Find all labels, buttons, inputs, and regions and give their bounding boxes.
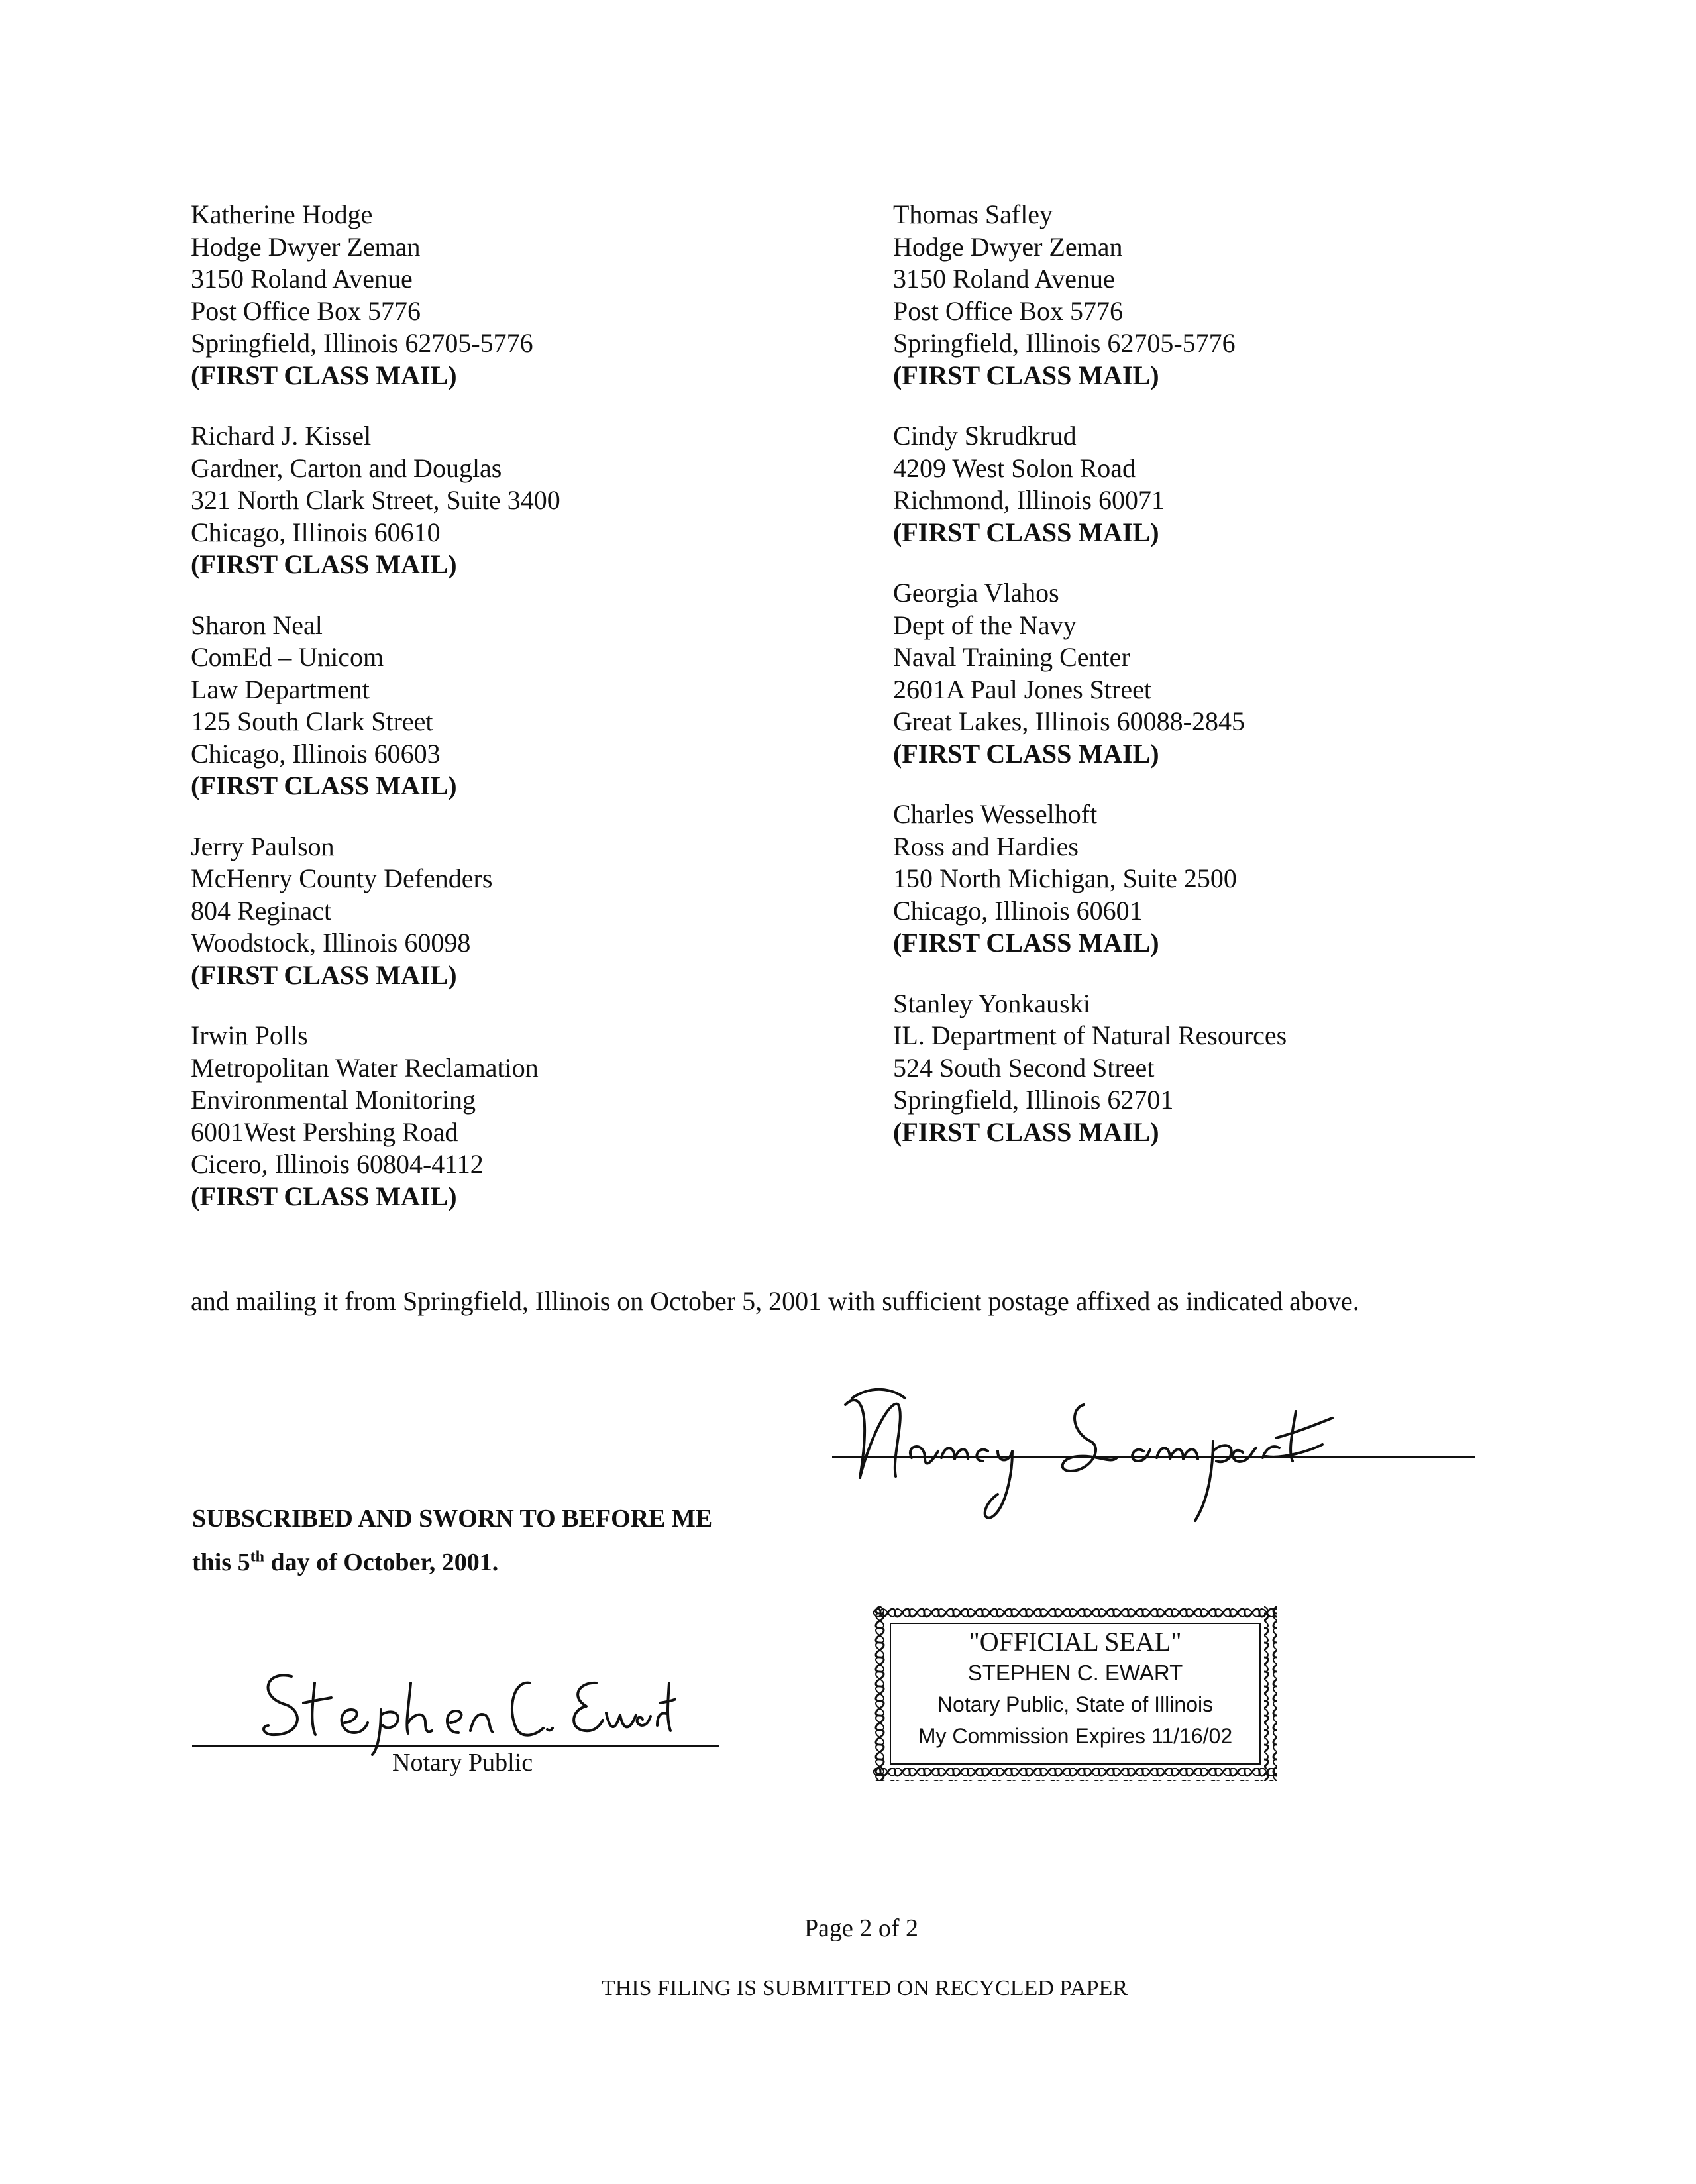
mail-method: (FIRST CLASS MAIL) bbox=[191, 771, 457, 800]
seal-title: "OFFICIAL SEAL" bbox=[969, 1627, 1182, 1657]
sworn-date bbox=[192, 1548, 498, 1577]
service-list-left bbox=[191, 199, 787, 1241]
address-block bbox=[191, 199, 787, 392]
seal-notary-name: STEPHEN C. EWART bbox=[967, 1661, 1183, 1685]
mail-method: (FIRST CLASS MAIL) bbox=[893, 360, 1159, 390]
address-block bbox=[191, 1020, 787, 1213]
address-line: Gardner, Carton and Douglas bbox=[191, 453, 502, 483]
sworn-date-ordinal: th bbox=[250, 1548, 264, 1566]
mail-method: (FIRST CLASS MAIL) bbox=[893, 517, 1159, 547]
address-line: Irwin Polls bbox=[191, 1020, 308, 1050]
address-line: Springfield, Illinois 62705-5776 bbox=[893, 328, 1236, 358]
server-signature bbox=[832, 1378, 1336, 1531]
address-line: 150 North Michigan, Suite 2500 bbox=[893, 863, 1237, 893]
address-line: Woodstock, Illinois 60098 bbox=[191, 928, 471, 957]
address-line: Charles Wesselhoft bbox=[893, 799, 1098, 829]
address-line: Naval Training Center bbox=[893, 642, 1130, 672]
address-line: 2601A Paul Jones Street bbox=[893, 674, 1151, 704]
address-line: Post Office Box 5776 bbox=[893, 296, 1124, 326]
address-line: Georgia Vlahos bbox=[893, 578, 1059, 608]
address-line: 804 Reginact bbox=[191, 895, 332, 926]
address-line: Great Lakes, Illinois 60088-2845 bbox=[893, 706, 1245, 736]
mail-method: (FIRST CLASS MAIL) bbox=[191, 549, 457, 579]
address-line: Metropolitan Water Reclamation bbox=[191, 1052, 539, 1083]
address-line: Law Department bbox=[191, 674, 370, 704]
address-line: 321 North Clark Street, Suite 3400 bbox=[191, 485, 560, 515]
mailing-statement: and mailing it from Springfield, Illinois on October 5, 2001 with sufficient postage affixed as indicated above. bbox=[191, 1286, 1359, 1316]
mail-method: (FIRST CLASS MAIL) bbox=[191, 1181, 457, 1211]
sworn-date-rest: day of October, 2001. bbox=[264, 1549, 499, 1576]
address-line: Richmond, Illinois 60071 bbox=[893, 485, 1165, 515]
address-line: Chicago, Illinois 60601 bbox=[893, 895, 1143, 926]
address-line: Chicago, Illinois 60610 bbox=[191, 517, 441, 547]
recycled-paper-footer: THIS FILING IS SUBMITTED ON RECYCLED PAPER bbox=[601, 1976, 1128, 2000]
mail-method: (FIRST CLASS MAIL) bbox=[893, 928, 1159, 957]
sworn-date-prefix: this 5 bbox=[192, 1549, 250, 1576]
address-block bbox=[893, 798, 1489, 959]
signature-line bbox=[832, 1456, 1475, 1458]
address-line: Springfield, Illinois 62701 bbox=[893, 1085, 1174, 1115]
notary-public-label: Notary Public bbox=[392, 1749, 533, 1776]
mail-method: (FIRST CLASS MAIL) bbox=[893, 738, 1159, 769]
seal-expiration-line: My Commission Expires 11/16/02 bbox=[918, 1724, 1233, 1748]
address-line: ComEd – Unicom bbox=[191, 642, 384, 672]
address-block bbox=[191, 831, 787, 992]
address-line: Sharon Neal bbox=[191, 610, 323, 640]
address-line: Cicero, Illinois 60804-4112 bbox=[191, 1149, 484, 1179]
address-block bbox=[893, 577, 1489, 770]
page-number: Page 2 of 2 bbox=[804, 1914, 919, 1942]
mail-method: (FIRST CLASS MAIL) bbox=[191, 360, 457, 390]
address-line: Stanley Yonkauski bbox=[893, 988, 1090, 1018]
address-line: Ross and Hardies bbox=[893, 831, 1079, 861]
address-line: Hodge Dwyer Zeman bbox=[191, 231, 421, 262]
official-seal bbox=[873, 1606, 1277, 1781]
address-line: Environmental Monitoring bbox=[191, 1085, 476, 1115]
address-line: 524 South Second Street bbox=[893, 1052, 1155, 1083]
notary-signature-line bbox=[192, 1745, 719, 1747]
address-block bbox=[893, 988, 1489, 1149]
seal-state-line: Notary Public, State of Illinois bbox=[937, 1692, 1214, 1716]
address-block bbox=[191, 610, 787, 802]
address-block bbox=[893, 199, 1489, 392]
notary-signature bbox=[252, 1657, 676, 1756]
address-block bbox=[191, 420, 787, 581]
service-list-right bbox=[893, 199, 1489, 1177]
address-line: 3150 Roland Avenue bbox=[893, 264, 1115, 294]
address-line: Post Office Box 5776 bbox=[191, 296, 421, 326]
address-line: McHenry County Defenders bbox=[191, 863, 493, 893]
address-line: IL. Department of Natural Resources bbox=[893, 1020, 1287, 1050]
address-line: 3150 Roland Avenue bbox=[191, 264, 413, 294]
address-line: 4209 West Solon Road bbox=[893, 453, 1136, 483]
address-line: Thomas Safley bbox=[893, 199, 1053, 229]
address-line: Dept of the Navy bbox=[893, 610, 1077, 640]
address-line: 125 South Clark Street bbox=[191, 706, 433, 736]
mail-method: (FIRST CLASS MAIL) bbox=[191, 959, 457, 990]
address-line: Jerry Paulson bbox=[191, 831, 335, 861]
address-block bbox=[893, 420, 1489, 549]
mail-method: (FIRST CLASS MAIL) bbox=[893, 1117, 1159, 1147]
address-line: Hodge Dwyer Zeman bbox=[893, 231, 1123, 262]
seal-text bbox=[873, 1626, 1277, 1752]
address-line: Chicago, Illinois 60603 bbox=[191, 738, 441, 769]
address-line: Cindy Skrudkrud bbox=[893, 421, 1077, 451]
address-line: 6001West Pershing Road bbox=[191, 1117, 458, 1147]
address-line: Springfield, Illinois 62705-5776 bbox=[191, 328, 533, 358]
address-line: Richard J. Kissel bbox=[191, 421, 372, 451]
sworn-heading: SUBSCRIBED AND SWORN TO BEFORE ME bbox=[192, 1505, 713, 1533]
address-line: Katherine Hodge bbox=[191, 199, 373, 229]
